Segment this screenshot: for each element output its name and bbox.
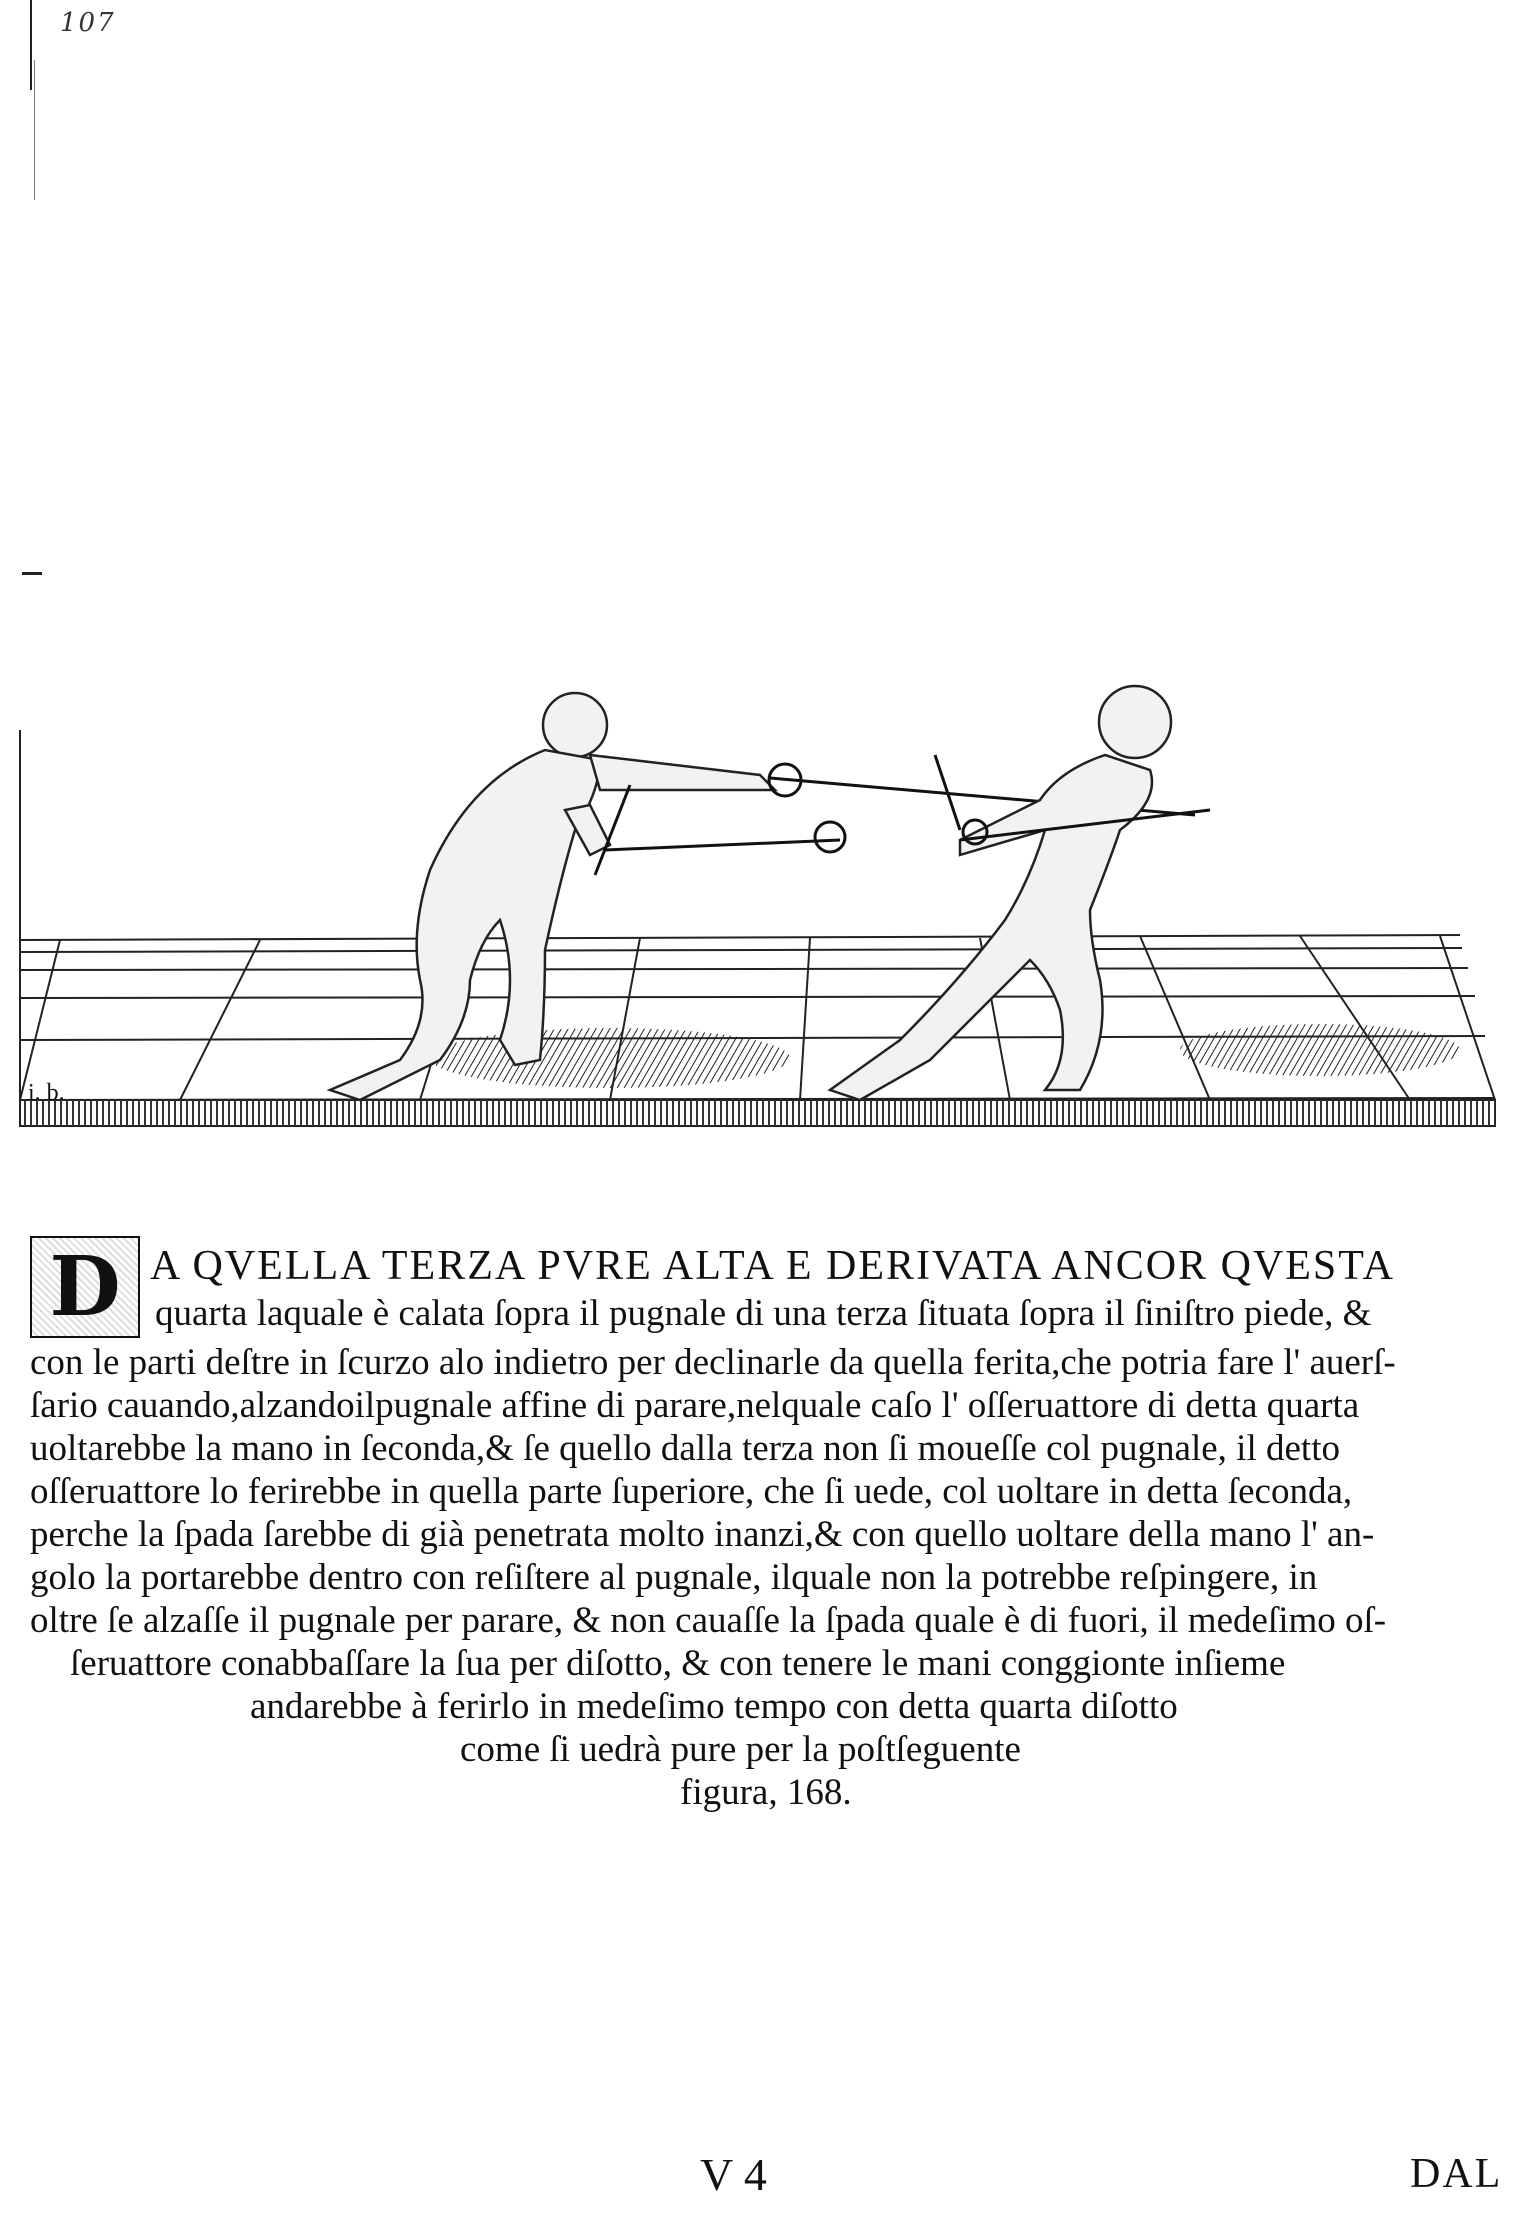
body-line: come ſi uedrà pure per la poſtſeguente (460, 1729, 1021, 1770)
page-number: 107 (60, 8, 116, 38)
figure-label: i. b. (28, 1080, 65, 1106)
fencing-engraving (0, 680, 1535, 1200)
drop-cap: D (30, 1236, 140, 1338)
body-line: andarebbe à ferirlo in medeſimo tempo con detta quarta diſotto (250, 1686, 1178, 1727)
body-line: figura, 168. (680, 1772, 852, 1813)
body-line: golo la portarebbe dentro con reſiſtere al pugnale, ilquale non la potrebbe reſpingere, in (30, 1557, 1318, 1598)
body-line: quarta laquale è calata ſopra il pugnale di una terza ſituata ſopra il ſiniſtro piede, & (155, 1293, 1372, 1334)
catchword: DAL (1410, 2151, 1503, 2197)
margin-rule-faint (34, 60, 35, 200)
body-line: ſario cauando,alzandoilpugnale affine di parare,nelquale caſo l' oſſeruattore di detta quarta (30, 1385, 1360, 1426)
heading: A QVELLA TERZA PVRE ALTA E DERIVATA ANCOR QVESTA (150, 1243, 1395, 1289)
passage (30, 1236, 1510, 1814)
body-line: oltre ſe alzaſſe il pugnale per parare, & non cauaſſe la ſpada quale è di fuori, il medeſimo oſ- (30, 1600, 1387, 1641)
body-line: con le parti deſtre in ſcurzo alo indietro per declinarle da quella ferita,che potria fare l' auerſ- (30, 1342, 1396, 1383)
margin-mark (22, 572, 42, 575)
body-line: perche la ſpada ſarebbe di già penetrata molto inanzi,& con quello uoltare della mano l' an- (30, 1514, 1375, 1555)
body-line: ſeruattore conabbaſſare la ſua per diſotto, & con tenere le mani conggionte inſieme (70, 1643, 1286, 1684)
body-line: oſſeruattore lo ferirebbe in quella parte ſuperiore, che ſi uede, col uoltare in detta ſeconda, (30, 1471, 1353, 1512)
body-line: uoltarebbe la mano in ſeconda,& ſe quello dalla terza non ſi moueſſe col pugnale, il detto (30, 1428, 1340, 1469)
signature-mark: V 4 (700, 2149, 767, 2200)
margin-rule (30, 0, 32, 90)
